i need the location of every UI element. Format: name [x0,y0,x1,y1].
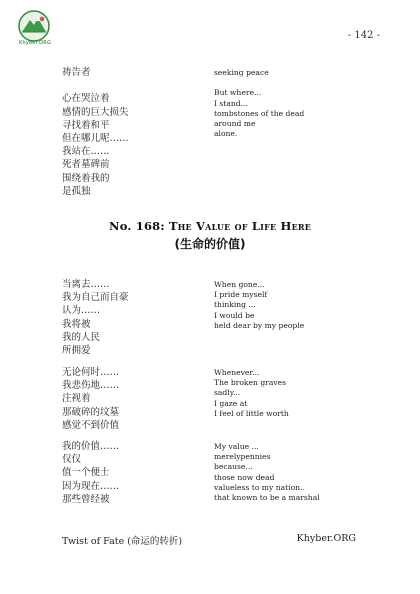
stanza-1-chinese-text: 当离去…… 我为自己而自豪 认为…… 我将被 我的人民 所拥爱 [62,279,129,357]
poem-title [0,219,420,233]
poem-top-english [214,68,304,139]
poem-title-chinese: (生命的价值) [174,237,246,251]
site-name-footer: Khyber.ORG [296,533,356,544]
stanza-1-english [214,280,304,331]
stanza-2-english-text: Whenever... The broken graves sadly... I gaze at I feel of little worth [214,368,289,418]
stanza-3-english [214,442,320,503]
stanza-3-chinese-text: 我的价值…… 仅仅 值一个便士 因为现在…… 那些曾经被 [62,441,120,505]
stanza-2-chinese-text: 无论何时…… 我悲伤地…… 注视着 那破碎的坟墓 感觉不到价值 [62,367,120,431]
page-number: - 142 - [347,30,380,41]
poem-number: No. 168: [108,219,170,233]
stanza-1-chinese [62,278,129,357]
poem-top-chinese [62,66,129,198]
stanza-2-english [214,368,289,419]
stanza-3-chinese [62,440,119,506]
poem-top-english-text: seeking peace But where... I stand... tombstones of the dead around me alone. [214,68,305,139]
stanza-1-english-text: When gone... I pride myself thinking ... I would be held dear by my people [214,280,305,330]
poem-top-chinese-text: 祷告者 心在哭泣着 感情的巨大损失 寻找着和平 但在哪儿呢…… 我站在…… 死者墓碑前 围绕着我的 是孤独 [62,67,129,197]
logo-caption: Khyber.ORG [18,40,52,46]
book-title-footer: Twist of Fate (命运的转折) [62,536,183,547]
poem-title-text: The Value of Life Here [169,219,312,233]
stanza-3-english-text: My value ... merelypennies because... those now dead valueless to my nation.. that known to be a marshal [214,442,320,503]
stanza-2-chinese [62,366,119,432]
